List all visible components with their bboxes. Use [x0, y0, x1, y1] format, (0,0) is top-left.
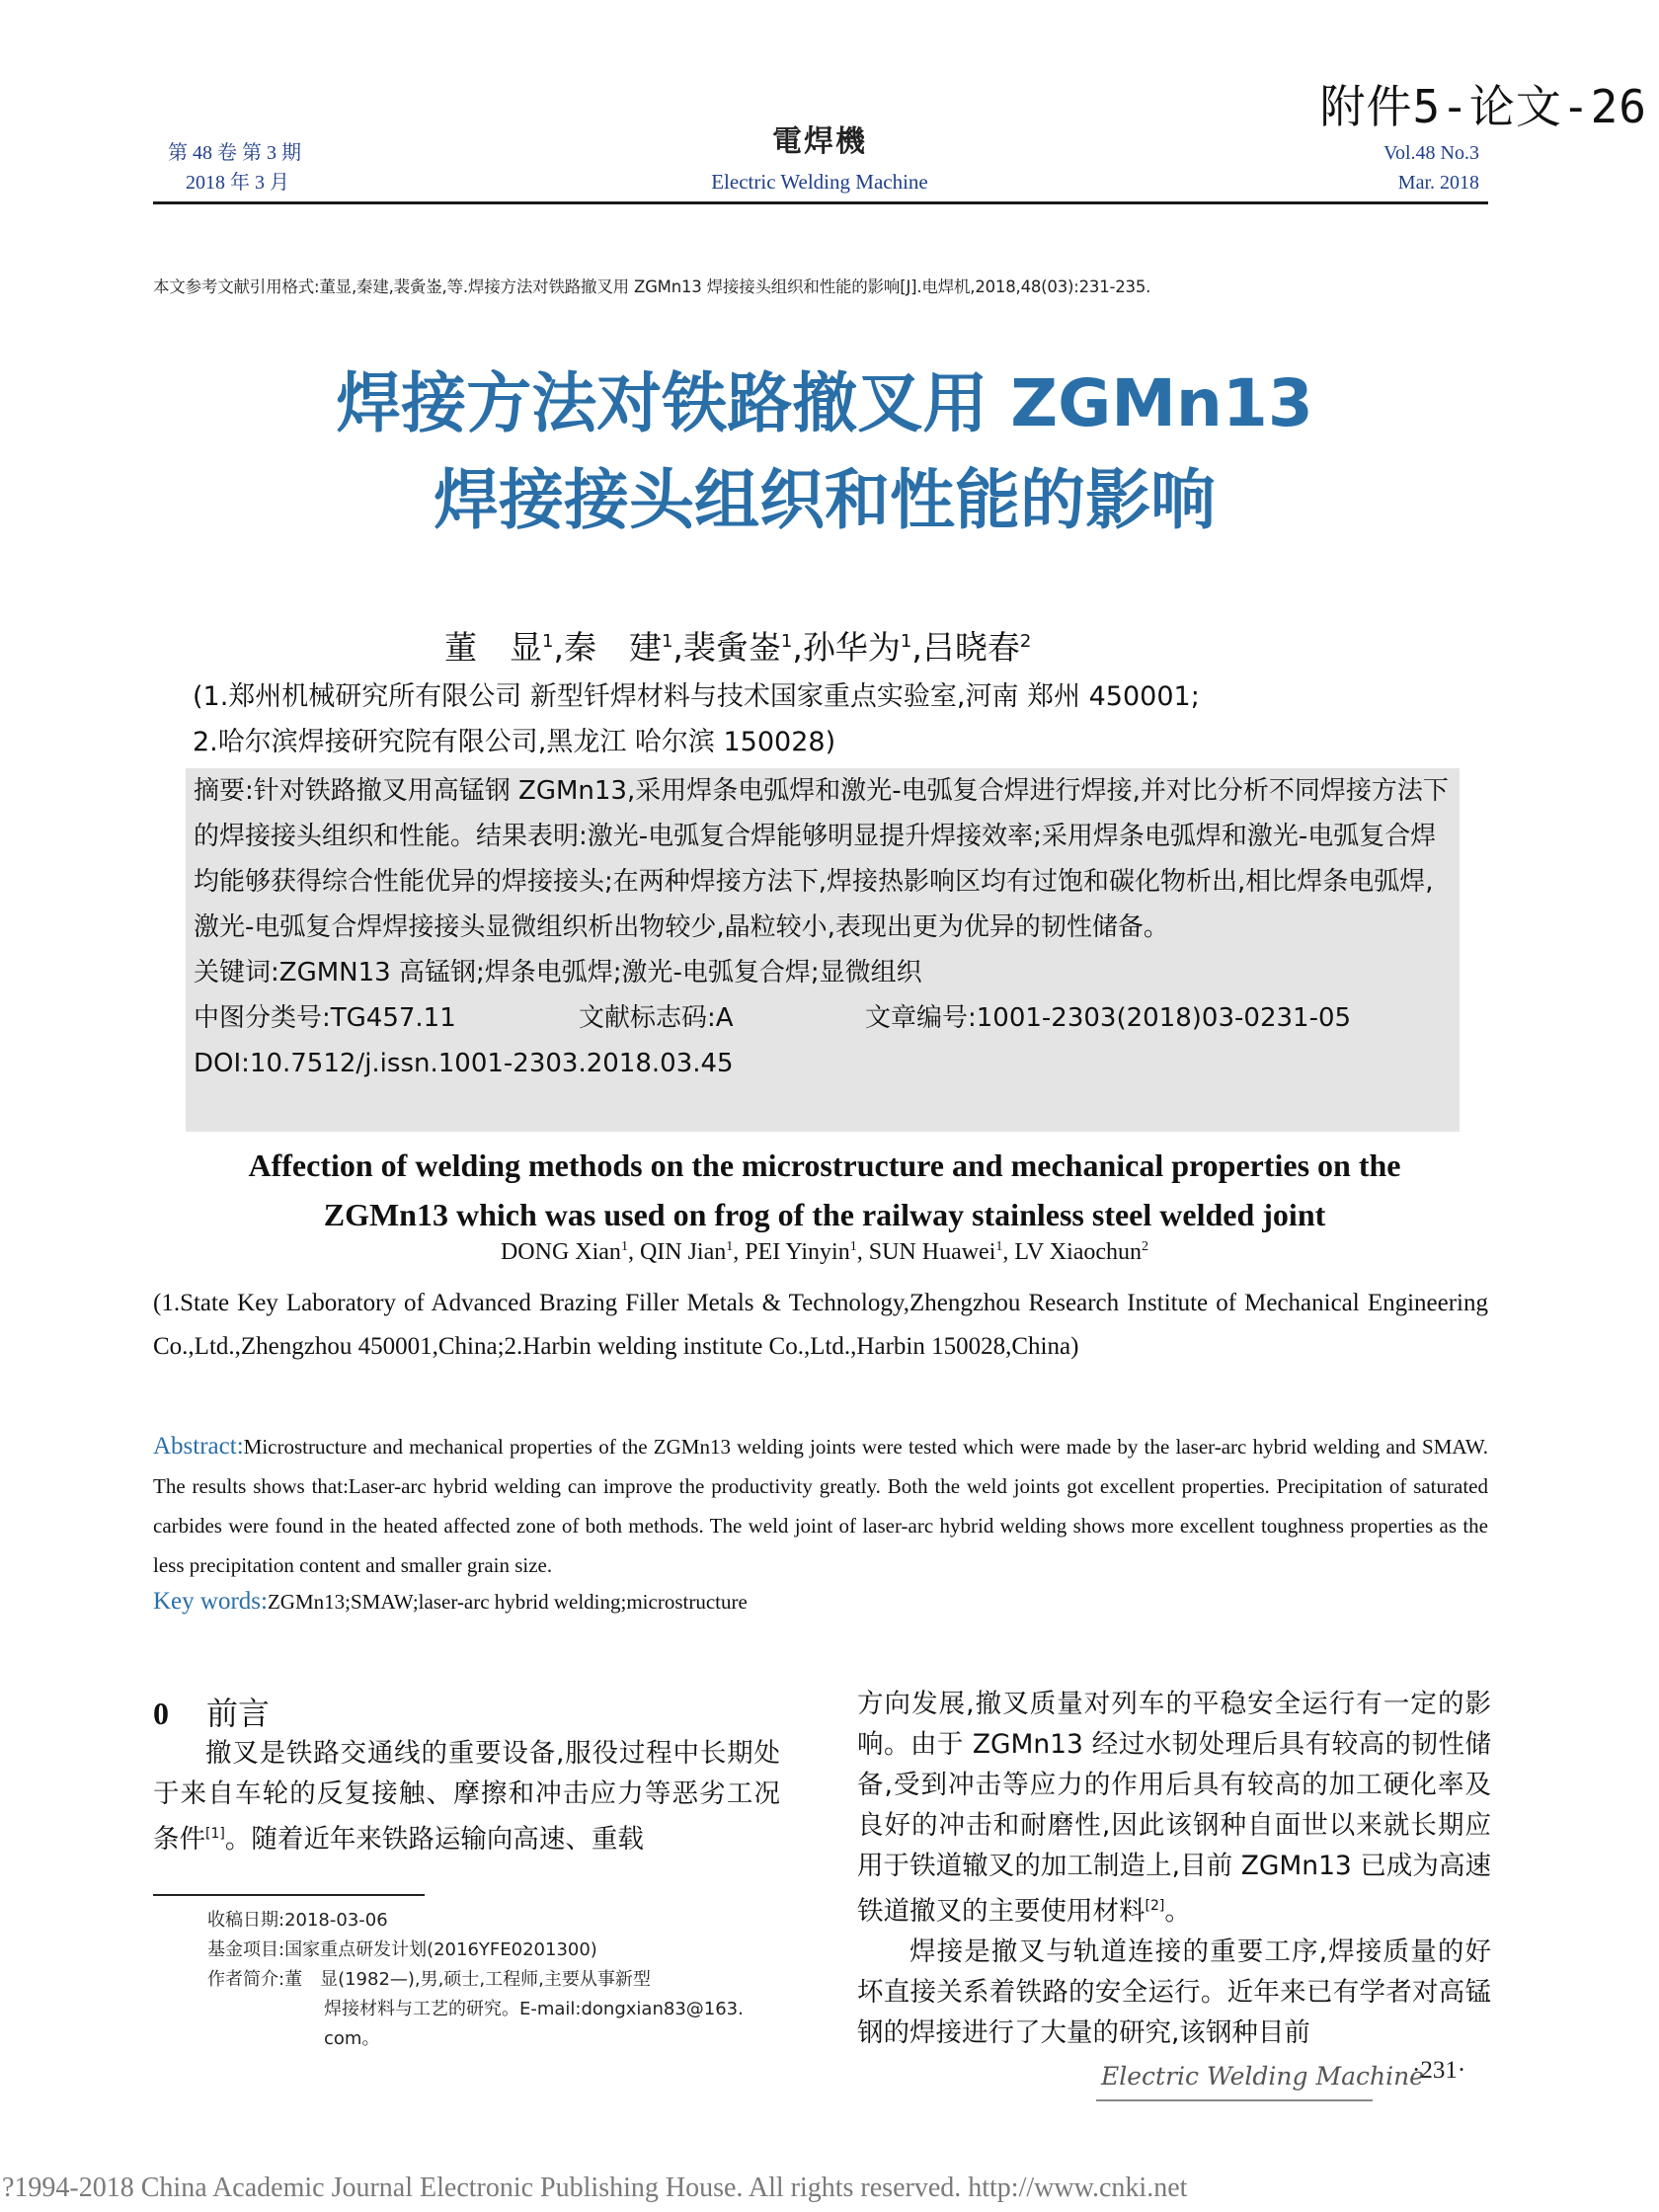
keywords-en-text: ZGMn13;SMAW;laser-arc hybrid welding;microstructure: [267, 1590, 748, 1614]
author-name: 吕晓春: [921, 628, 1020, 667]
body-text: 。: [1164, 1895, 1191, 1927]
volume-issue-en: Vol.48 No.3: [1383, 142, 1479, 164]
section-title: 前言: [206, 1695, 271, 1732]
body-text: 撤叉是铁路交通线的重要设备,服役过程中长期处于来自车轮的反复接触、摩擦和冲击应力等恶劣工况条件: [153, 1738, 780, 1855]
footnote: [207, 1906, 790, 2054]
date-cn: 2018 年 3 月: [186, 172, 289, 194]
author-affiliation-mark: 1: [995, 1239, 1003, 1254]
citation-format: 本文参考文献引用格式:董显,秦建,裴夤崟,等.焊接方法对铁路撤叉用 ZGMn13 焊接接头组织和性能的影响[J].电焊机,2018,48(03):231-235.: [153, 277, 1151, 296]
author-affiliation-mark: 2: [1142, 1239, 1149, 1254]
author-name-en: SUN Huawei: [868, 1239, 996, 1265]
author-affiliation-mark: 1: [661, 631, 673, 652]
body-column-left: [153, 1733, 780, 1859]
body-paragraph: 焊接是撤叉与轨道连接的重要工序,焊接质量的好坏直接关系着铁路的安全运行。近年来已有学者对高锰钢的焊接进行了大量的研究,该钢种目前: [857, 1936, 1491, 2048]
paper-title-cn: [148, 356, 1501, 549]
affiliations-cn: [193, 674, 1506, 765]
author-name-en: QIN Jian: [639, 1239, 727, 1265]
abstract-en-label: Abstract:: [153, 1433, 244, 1460]
keywords-en: [153, 1588, 1488, 1616]
article-number: 文章编号:1001-2303(2018)03-0231-05: [865, 1003, 1352, 1033]
document-code: 文献标志码:A: [579, 1003, 734, 1033]
title-en-line-2: ZGMn13 which was used on frog of the railway stainless steel welded joint: [323, 1197, 1326, 1232]
copyright-notice: ?1994-2018 China Academic Journal Electronic Publishing House. All rights reserved. http://www.cnki.net: [2, 2172, 1188, 2203]
abstract-box-cn: [186, 768, 1460, 1132]
keywords-cn: 关键词:ZGMN13 高锰钢;焊条电弧焊;激光-电弧复合焊;显微组织: [194, 958, 922, 988]
classification-row: [194, 995, 1452, 1041]
author-affiliation-mark: 1: [726, 1239, 734, 1254]
title-en-line-1: Affection of welding methods on the microstructure and mechanical properties on the: [248, 1147, 1401, 1183]
author-bio: 董 显(1982—),男,硕士,工程师,主要从事新型: [284, 1969, 651, 1990]
author-list-en: DONG Xian$^1$, QIN Jian$^1$, PEI Yinyin$^1$, SUN Huawei$^1$, LV Xiaochun$^2$: [500, 1239, 1149, 1265]
abstract-cn: 摘要:针对铁路撤叉用高锰钢 ZGMn13,采用焊条电弧焊和激光-电弧复合焊进行焊接,并对比分析不同焊接方法下的焊接接头组织和性能。结果表明:激光-电弧复合焊能够明显提升焊接效率;采用焊条电弧焊和激光-电弧复合焊均能够获得综合性能优异的焊接接头;在两种焊接方法下,焊接热影响区均有过饱和碳化物析出,相比焊条电弧焊,激光-电弧复合焊焊接接头显微组织析出物较少,晶粒较小,表现出更为优异的韧性储备。: [194, 776, 1449, 942]
footnote-rule: [153, 1894, 425, 1896]
author-name: 董 显: [444, 628, 542, 667]
title-line-1: 焊接方法对铁路撤叉用 ZGMn13: [336, 365, 1313, 441]
author-name: 孙华为: [802, 628, 901, 667]
journal-masthead: [632, 117, 1007, 195]
doi: DOI:10.7512/j.issn.1001-2303.2018.03.45: [194, 1049, 734, 1078]
reference-mark[interactable]: [2]: [1145, 1898, 1165, 1914]
body-paragraph: [857, 1684, 1491, 1932]
keywords-en-label: Key words:: [153, 1588, 268, 1615]
section-heading: [153, 1689, 270, 1734]
author-affiliation-mark: 1: [780, 631, 793, 652]
title-line-2: 焊接接头组织和性能的影响: [434, 462, 1216, 538]
footer-journal-name: Electric Welding Machine: [1101, 2062, 1424, 2091]
body-column-right: [857, 1684, 1491, 2053]
clc-number: 中图分类号:TG457.11: [194, 1003, 456, 1033]
author-name-en: DONG Xian: [500, 1239, 621, 1265]
paper-title-en: [148, 1141, 1501, 1239]
header-rule: [153, 201, 1488, 204]
journal-issue-cn: [168, 138, 301, 198]
fund-label: 基金项目:: [207, 1939, 285, 1960]
reference-mark[interactable]: [1]: [205, 1826, 225, 1842]
author-affiliation-mark: 1: [900, 631, 912, 652]
page-number: ·231·: [1412, 2057, 1466, 2084]
fund-project: 国家重点研发计划(2016YFE0201300): [284, 1939, 597, 1960]
affiliation-line: 2.哈尔滨焊接研究院有限公司,黑龙江 哈尔滨 150028): [193, 727, 836, 757]
journal-name-en: Electric Welding Machine: [711, 170, 928, 194]
journal-logo: 電焊機: [772, 124, 867, 159]
author-name-en: PEI Yinyin: [745, 1239, 850, 1265]
author-affiliation-mark: 1: [849, 1239, 857, 1254]
author-list-cn: 董 显$^1$,秦 建$^1$,裴夤崟$^1$,孙华为$^1$,吕晓春$^2$: [444, 628, 1032, 667]
bio-label: 作者简介:: [207, 1969, 285, 1990]
author-affiliation-mark: 2: [1019, 631, 1032, 652]
volume-issue-cn: 第 48 卷 第 3 期: [168, 142, 301, 164]
affiliation-line: (1.郑州机械研究所有限公司 新型钎焊材料与技术国家重点实验室,河南 郑州 450001;: [193, 681, 1200, 712]
body-paragraph: [153, 1733, 780, 1859]
author-name-en: LV Xiaochun: [1014, 1239, 1143, 1265]
abstract-en-text: Microstructure and mechanical properties of the ZGMn13 welding joints were tested which were made by the laser-arc hybrid welding and SMAW. The results shows that:Laser-arc hybrid welding can improve the productivity greatly. Both the weld joints got excellent properties. Precipitation of saturated carbides were found in the heated affected zone of both methods. The weld joint of laser-arc hybrid welding shows more excellent toughness properties as the less precipitation content and smaller grain size.: [153, 1435, 1488, 1577]
author-name: 裴夤崟: [682, 628, 781, 667]
abstract-en: [153, 1427, 1488, 1585]
body-text: 。随着近年来铁路运输向高速、重载: [224, 1823, 644, 1855]
author-name: 秦 建: [563, 628, 662, 667]
author-affiliation-mark: 1: [542, 631, 554, 652]
received-date: 2018-03-06: [284, 1910, 388, 1931]
author-bio-cont: 焊接材料与工艺的研究。E-mail:dongxian83@163.: [324, 1999, 744, 2019]
section-number: 0: [153, 1696, 169, 1731]
received-label: 收稿日期:: [207, 1910, 285, 1931]
author-bio-cont: com。: [324, 2028, 380, 2049]
journal-issue-en: [1383, 138, 1479, 198]
affiliations-en: (1.State Key Laboratory of Advanced Brazing Filler Metals & Technology,Zhengzhou Research Institute of Mechanical Engineering Co.,Ltd.,Zhengzhou 450001,China;2.Harbin welding institute Co.,Ltd.,Harbin 150028,China): [153, 1290, 1488, 1360]
date-en: Mar. 2018: [1397, 172, 1479, 194]
footer-rule: [1096, 2099, 1373, 2101]
author-affiliation-mark: 1: [620, 1239, 628, 1254]
body-text: 方向发展,撤叉质量对列车的平稳安全运行有一定的影响。由于 ZGMn13 经过水韧处理后具有较高的韧性储备,受到冲击等应力的作用后具有较高的加工硬化率及良好的冲击和耐磨性,因此该钢种自面世以来就长期应用于铁道辙叉的加工制造上,目前 ZGMn13 已成为高速铁道撤叉的主要使用材料: [857, 1689, 1491, 1927]
attachment-stamp: 附件5-论文-26: [1319, 80, 1647, 133]
